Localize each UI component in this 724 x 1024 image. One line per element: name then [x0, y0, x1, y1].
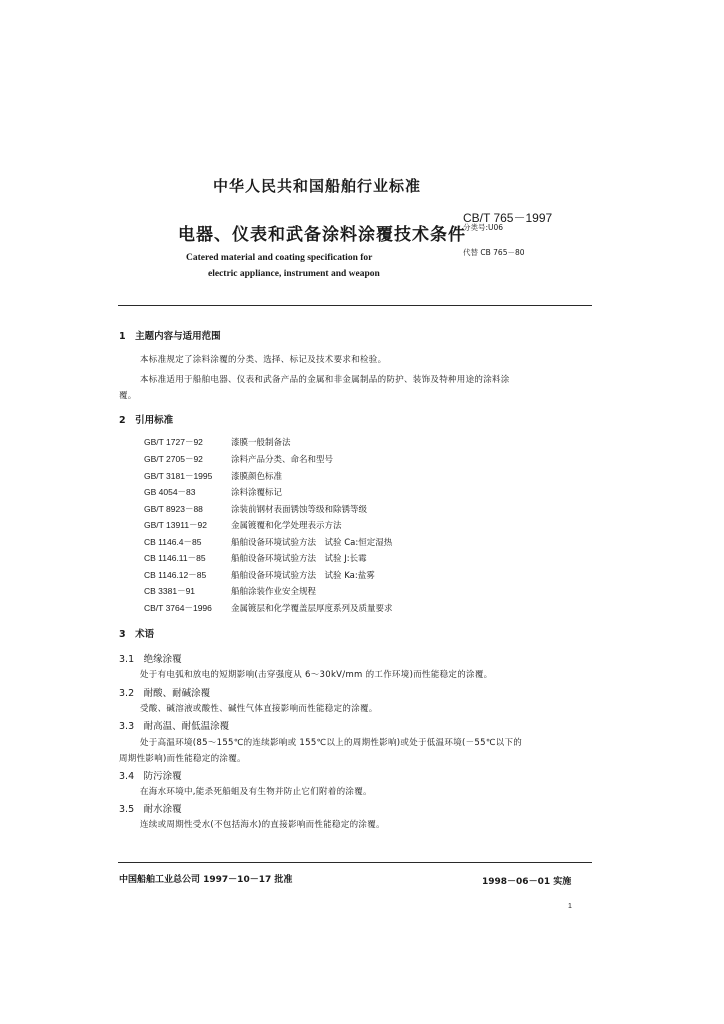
section-1-paragraph-2b: 覆。: [119, 391, 137, 401]
section-2-heading: 2 引用标准: [119, 415, 174, 426]
standard-org-heading: 中华人民共和国船舶行业标准: [213, 177, 422, 195]
section-3-heading: 3 术语: [119, 629, 155, 640]
section-1-paragraph-1: 本标准规定了涂料涂覆的分类、选择、标记及技术要求和检验。: [140, 355, 387, 365]
approval-date: 中国船舶工业总公司 1997－10－17 批准: [119, 875, 293, 885]
standard-number: CB/T 765－1997: [463, 211, 553, 225]
term-3-4-heading: 3.4 防污涂覆: [119, 771, 182, 782]
header-divider: [118, 305, 592, 306]
term-3-2-heading: 3.2 耐酸、耐碱涂覆: [119, 688, 211, 699]
page-number: 1: [568, 903, 572, 910]
section-1-heading: 1 主题内容与适用范围: [119, 331, 221, 342]
term-3-1-body: 处于有电弧和放电的短期影响(击穿强度从 6～30kV/mm 的工作环境)而性能稳定的涂覆。: [140, 670, 493, 680]
section-1-paragraph-2a: 本标准适用于船舶电器、仪表和武备产品的金属和非金属制品的防护、装饰及特种用途的涂料涂: [140, 375, 510, 385]
footer-divider: [118, 862, 592, 863]
reference-item: GB 4054－83 涂料涂覆标记: [144, 487, 283, 498]
classification-number: 分类号:U06: [463, 223, 504, 232]
document-title-en-line1: Catered material and coating specification for: [186, 253, 373, 263]
reference-item: CB 1146.4－85 船舶设备环境试验方法 试验 Ca:恒定湿热: [144, 537, 393, 548]
replaces-standard: 代替 CB 765－80: [463, 248, 525, 257]
reference-item: GB/T 8923－88 涂装前钢材表面锈蚀等级和除锈等级: [144, 504, 368, 515]
reference-item: GB/T 13911－92 金属镀覆和化学处理表示方法: [144, 520, 342, 531]
reference-item: GB/T 1727－92 漆膜一般制备法: [144, 437, 291, 448]
term-3-4-body: 在海水环境中,能杀死船蛆及有生物并防止它们附着的涂覆。: [140, 787, 372, 797]
effective-date: 1998－06－01 实施: [482, 877, 572, 887]
term-3-2-body: 受酸、碱溶液或酸性、碱性气体直接影响而性能稳定的涂覆。: [140, 704, 378, 714]
reference-item: CB 1146.12－85 船舶设备环境试验方法 试验 Ka:盐雾: [144, 570, 375, 581]
reference-item: CB 3381－91 船舶涂装作业安全规程: [144, 586, 317, 597]
reference-item: CB 1146.11－85 船舶设备环境试验方法 试验 J:长霉: [144, 553, 367, 564]
term-3-3-body-b: 周期性影响)而性能稳定的涂覆。: [119, 754, 246, 764]
reference-item: CB/T 3764－1996 金属镀层和化学覆盖层厚度系列及质量要求: [144, 603, 393, 614]
term-3-1-heading: 3.1 绝缘涂覆: [119, 654, 182, 665]
reference-item: GB/T 3181－1995 漆膜颜色标准: [144, 471, 283, 482]
reference-item: GB/T 2705－92 涂料产品分类、命名和型号: [144, 454, 334, 465]
document-title-cn: 电器、仪表和武备涂料涂覆技术条件: [178, 225, 466, 245]
term-3-3-heading: 3.3 耐高温、耐低温涂覆: [119, 721, 230, 732]
term-3-3-body-a: 处于高温环境(85～155℃的连续影响或 155℃以上的周期性影响)或处于低温环境(－55℃以下的: [140, 738, 523, 748]
document-title-en-line2: electric appliance, instrument and weapon: [208, 269, 380, 279]
term-3-5-body: 连续或周期性受水(不包括海水)的直接影响而性能稳定的涂覆。: [140, 820, 385, 830]
term-3-5-heading: 3.5 耐水涂覆: [119, 804, 182, 815]
